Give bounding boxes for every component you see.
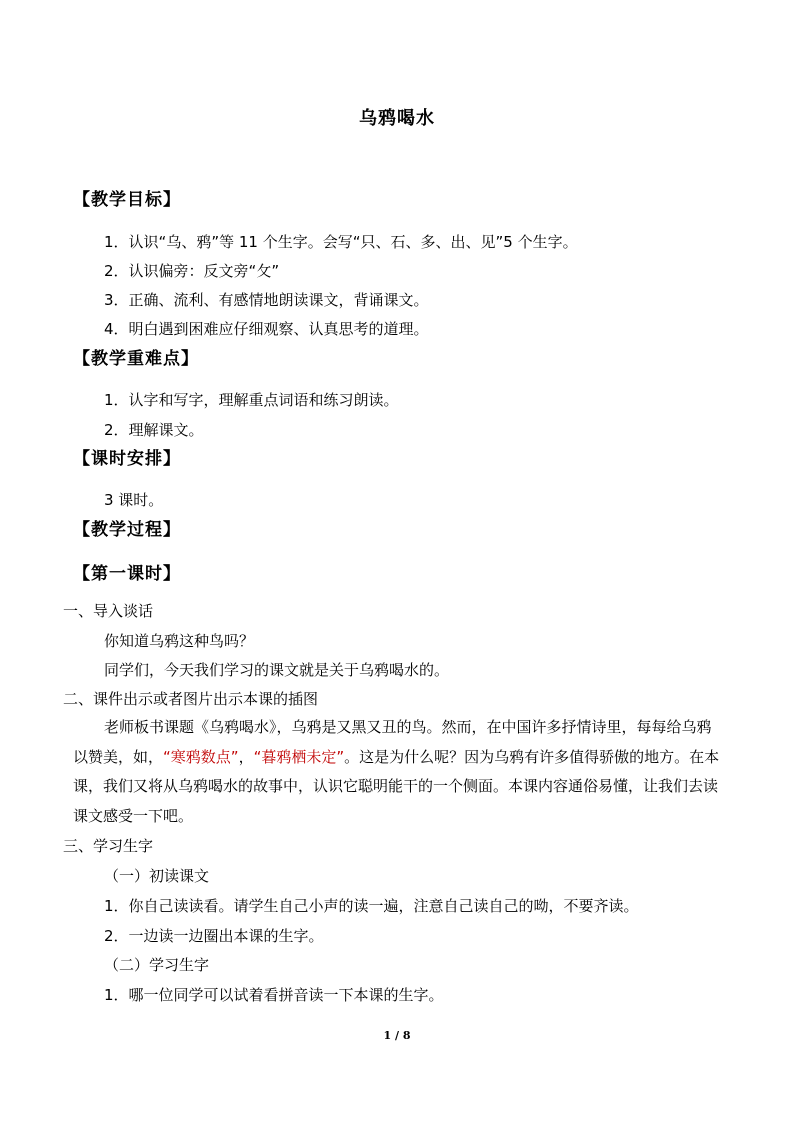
goal-item: 3．正确、流利、有感情地朗读课文，背诵课文。: [104, 291, 429, 309]
lesson1-heading: 【第一课时】: [73, 564, 181, 584]
step2-text-b: 。这是为什么呢？因为乌鸦有许多值得骄傲的地方。在本课，我们又将从乌鸦喝水的故事中，认识它聪明能干的一个侧面。本课内容通俗易懂，让我们去读课文感受一下吧。: [73, 747, 720, 825]
goal-item: 2．认识偏旁：反文旁“攵”: [104, 262, 280, 280]
document-title: 乌鸦喝水: [359, 108, 435, 129]
step3-title: 三、学习生字: [63, 837, 154, 855]
sub1-line: 1．你自己读读看。请学生自己小声的读一遍，注意自己读自己的呦，不要齐读。: [104, 897, 639, 915]
key-point-item: 1．认字和写字，理解重点词语和练习朗读。: [104, 391, 399, 409]
schedule-text: 3 课时。: [104, 491, 164, 509]
step2-text-a: 老师板书课题《乌鸦喝水》，乌鸦是又黑又丑的鸟。然而，在中国许多抒情诗里，每每给乌鸦以赞美，如，: [73, 718, 712, 766]
step1-line: 你知道乌鸦这种鸟吗？: [104, 632, 255, 650]
quote-hanya: “寒鸦数点”: [163, 747, 239, 766]
page-number: 1 / 8: [383, 1029, 411, 1042]
key-point-item: 2．理解课文。: [104, 421, 204, 439]
sub2-line: 1．哪一位同学可以试着看拼音读一下本课的生字。: [104, 986, 444, 1004]
sub1-title: （一）初读课文: [104, 867, 210, 885]
quote-muya: “暮鸦栖未定”: [253, 747, 345, 766]
goals-heading: 【教学目标】: [73, 190, 181, 210]
key-points-heading: 【教学重难点】: [73, 349, 199, 369]
step1-line: 同学们，今天我们学习的课文就是关于乌鸦喝水的。: [104, 661, 450, 679]
step2-comma: ，: [238, 747, 254, 766]
step1-title: 一、导入谈话: [63, 602, 154, 620]
sub2-title: （二）学习生字: [104, 956, 210, 974]
step2-title: 二、课件出示或者图片出示本课的插图: [63, 690, 319, 708]
goal-item: 1．认识“乌、鸦”等 11 个生字。会写“只、石、多、出、见”5 个生字。: [104, 233, 578, 251]
process-heading: 【教学过程】: [73, 520, 181, 540]
sub1-line: 2．一边读一边圈出本课的生字。: [104, 927, 324, 945]
goal-item: 4．明白遇到困难应仔细观察、认真思考的道理。: [104, 320, 429, 338]
step2-paragraph: [73, 713, 725, 831]
schedule-heading: 【课时安排】: [73, 449, 181, 469]
